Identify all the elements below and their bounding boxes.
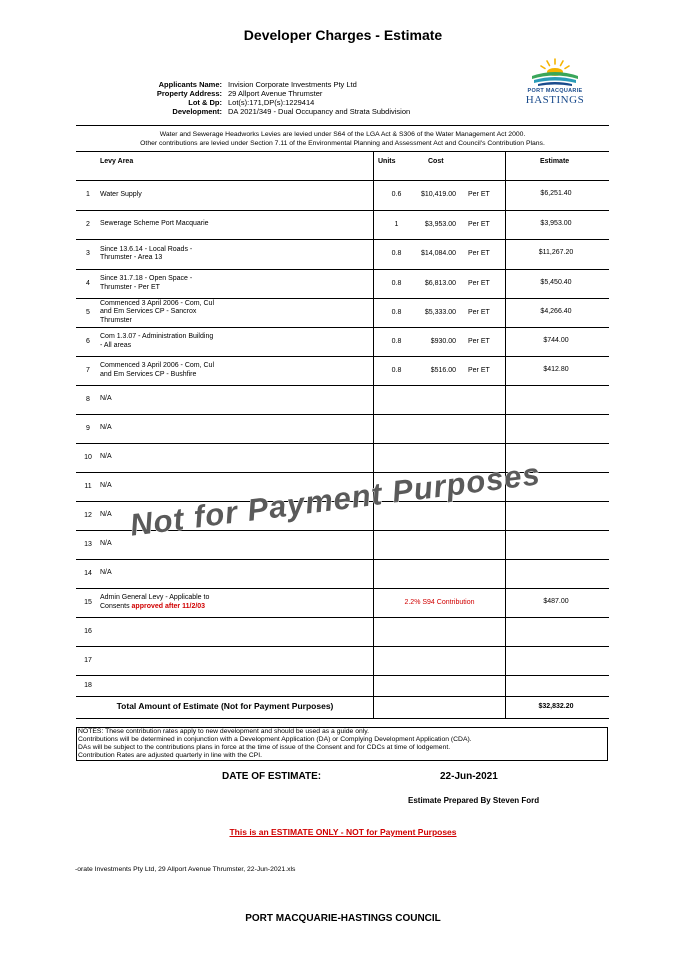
row-rule [76,675,609,676]
levy-area-text: N/A [100,482,112,490]
estimate-value: $6,251.40 [540,190,572,197]
note-line: DAs will be subject to the contributions plans in force at the time of issue of the Consent and for CDCs at time of lodgement. [78,744,451,751]
levy-area-text: and Em Services CP - Sancrox [100,308,197,316]
levy-area-text: Water Supply [100,190,142,198]
levy-area-text: Thrumster - Area 13 [100,254,163,261]
rule-header-top [76,151,609,152]
logo-line-2: HASTINGS [525,94,585,106]
page-title: Developer Charges - Estimate [243,27,443,43]
row-number: 12 [84,511,92,519]
notes-box [76,727,608,761]
row-rule [76,327,609,328]
levy-area-text: - All areas [100,341,132,349]
levy-area-text: Thrumster [100,316,132,324]
development-value: DA 2021/349 - Dual Occupancy and Strata Subdivision [228,107,411,116]
rule-header-bottom [76,180,609,181]
per-unit: Per ET [468,279,490,287]
units-value: 0.8 [391,250,402,257]
row-number: 4 [86,279,90,287]
estimate-value: $487.00 [543,597,569,605]
row-number: 17 [84,656,92,664]
levy-area-text [100,603,205,612]
row-number: 10 [84,453,92,461]
per-unit: Per ET [468,337,490,345]
row-rule [76,385,609,386]
estimate-value: $5,450.40 [540,278,572,286]
row-number: 14 [84,569,92,577]
row-number: 1 [86,191,90,198]
levy-area-prefix: Consents [100,602,132,610]
units-value: 1 [394,220,399,228]
legal-line-1: Water and Sewerage Headworks Levies are levied under S64 of the LGA Act & S306 of the Water Management Act 2000. [159,131,526,138]
estimate-only-notice: This is an ESTIMATE ONLY - NOT for Payment Purposes [229,827,457,837]
levy-area-text: Since 13.6.14 - Local Roads - [100,245,193,253]
header-estimate: Estimate [540,158,570,165]
applicants-name-value: Invision Corporate Investments Pty Ltd [228,80,357,89]
levy-area-text: Commenced 3 April 2006 - Com, Cul [100,299,214,307]
total-value: $32,832.20 [538,703,574,710]
note-line: Contribution Rates are adjusted quarterly in line with the CPI. [78,752,262,759]
levy-area-text: N/A [100,424,112,432]
levy-area-text: N/A [100,453,112,461]
prepared-by: Estimate Prepared By Steven Ford [408,796,540,805]
row-number: 11 [84,482,92,490]
row-number: 8 [86,395,90,403]
row-rule [76,239,609,240]
levy-area-text: Com 1.3.07 - Administration Building [100,333,214,340]
legal-line-2: Other contributions are levied under Section 7.11 of the Environmental Planning and Assessment Act and Council's Contribution Plans. [140,140,545,147]
cost-value: $6,813.00 [424,279,456,287]
row-rule [76,588,609,589]
estimate-value: $11,267.20 [538,249,574,256]
row-rule [76,617,609,618]
council-logo [520,56,590,108]
legal-notice [76,130,609,148]
units-value: 0.8 [391,366,402,374]
row-number: 5 [86,308,90,316]
row-number: 16 [84,627,92,635]
estimate-value: $744.00 [543,336,569,344]
logo-line-1: PORT MACQUARIE [527,88,583,94]
note-line: Contributions will be determined in conjunction with a Development Application (DA) or Complying Development Application (CDA). [78,736,472,743]
estimate-value: $412.80 [543,365,569,373]
watermark: Not for Payment Purposes [128,456,543,543]
units-value: 0.8 [391,308,402,316]
row-rule [76,646,609,647]
per-unit: Per ET [468,250,490,257]
rule-total-bottom [76,718,609,719]
total-label: Total Amount of Estimate (Not for Payment Purposes) [116,701,334,711]
row-number: 6 [86,337,90,345]
lot-dp-value: Lot(s):171,DP(s):1229414 [228,98,315,107]
development-row [120,107,410,117]
cost-value: $516.00 [430,366,456,374]
development-label: Development: [172,107,222,116]
row-number: 9 [86,424,90,432]
levy-area-text: Commenced 3 April 2006 - Com, Cul [100,362,214,369]
per-unit: Per ET [468,220,490,228]
property-address-label: Property Address: [156,89,222,98]
row-number: 15 [84,598,92,606]
row-rule [76,559,609,560]
cost-value: $3,953.00 [424,220,456,228]
date-label: DATE OF ESTIMATE: [222,771,322,782]
contribution-text: 2.2% S94 Contribution [404,598,475,606]
per-unit: Per ET [468,191,490,198]
units-value: 0.8 [391,279,402,287]
cost-value: $930.00 [430,337,456,345]
row-rule [76,269,609,270]
cost-value: $5,333.00 [424,308,456,316]
header-cost: Cost [428,158,444,165]
levy-area-text: Thrumster - Per ET [100,283,160,291]
row-rule [76,356,609,357]
levy-area-text: N/A [100,540,112,548]
row-number: 2 [86,220,90,228]
levy-area-text: N/A [100,511,112,519]
levy-area-text: N/A [100,395,112,403]
row-number: 13 [84,540,92,548]
logo-sun-icon [520,56,590,88]
row-rule [76,443,609,444]
levy-area-text: N/A [100,569,112,577]
row-rule [76,210,609,211]
units-value: 0.8 [391,337,402,345]
cost-value: $14,084.00 [420,250,456,257]
property-address-value: 29 Allport Avenue Thrumster [228,89,323,98]
levy-area-text: Sewerage Scheme Port Macquarie [100,220,209,228]
levy-area-text: Admin General Levy - Applicable to [100,594,210,601]
note-line: NOTES: These contribution rates apply to new development and should be used as a guide only. [78,728,370,735]
rule-total-top [76,696,609,697]
approval-date-note: approved after 11/2/03 [131,602,206,610]
levy-area-text: and Em Services CP - Bushfire [100,370,197,378]
divider-units-left [373,151,374,718]
row-number: 3 [86,250,90,257]
row-number: 7 [86,366,90,374]
per-unit: Per ET [468,308,490,316]
council-name: PORT MACQUARIE-HASTINGS COUNCIL [245,913,441,924]
header-units: Units [378,158,396,165]
estimate-value: $3,953.00 [540,219,572,227]
divider-estimate-left [505,151,506,718]
header-levy-area: Levy Area [100,158,134,165]
rule-top [76,125,609,126]
row-number: 18 [84,681,92,689]
per-unit: Per ET [468,366,490,374]
date-value: 22-Jun-2021 [440,771,498,782]
row-rule [76,414,609,415]
lot-dp-label: Lot & Dp: [188,98,222,107]
file-footer: -orate Investments Pty Ltd, 29 Allport Avenue Thrumster, 22-Jun-2021.xls [75,866,296,873]
levy-area-text: Since 31.7.18 - Open Space - [100,275,193,282]
applicants-name-label: Applicants Name: [158,80,222,89]
units-value: 0.6 [391,191,402,198]
estimate-value: $4,266.40 [540,307,572,315]
cost-value: $10,419.00 [420,191,456,198]
